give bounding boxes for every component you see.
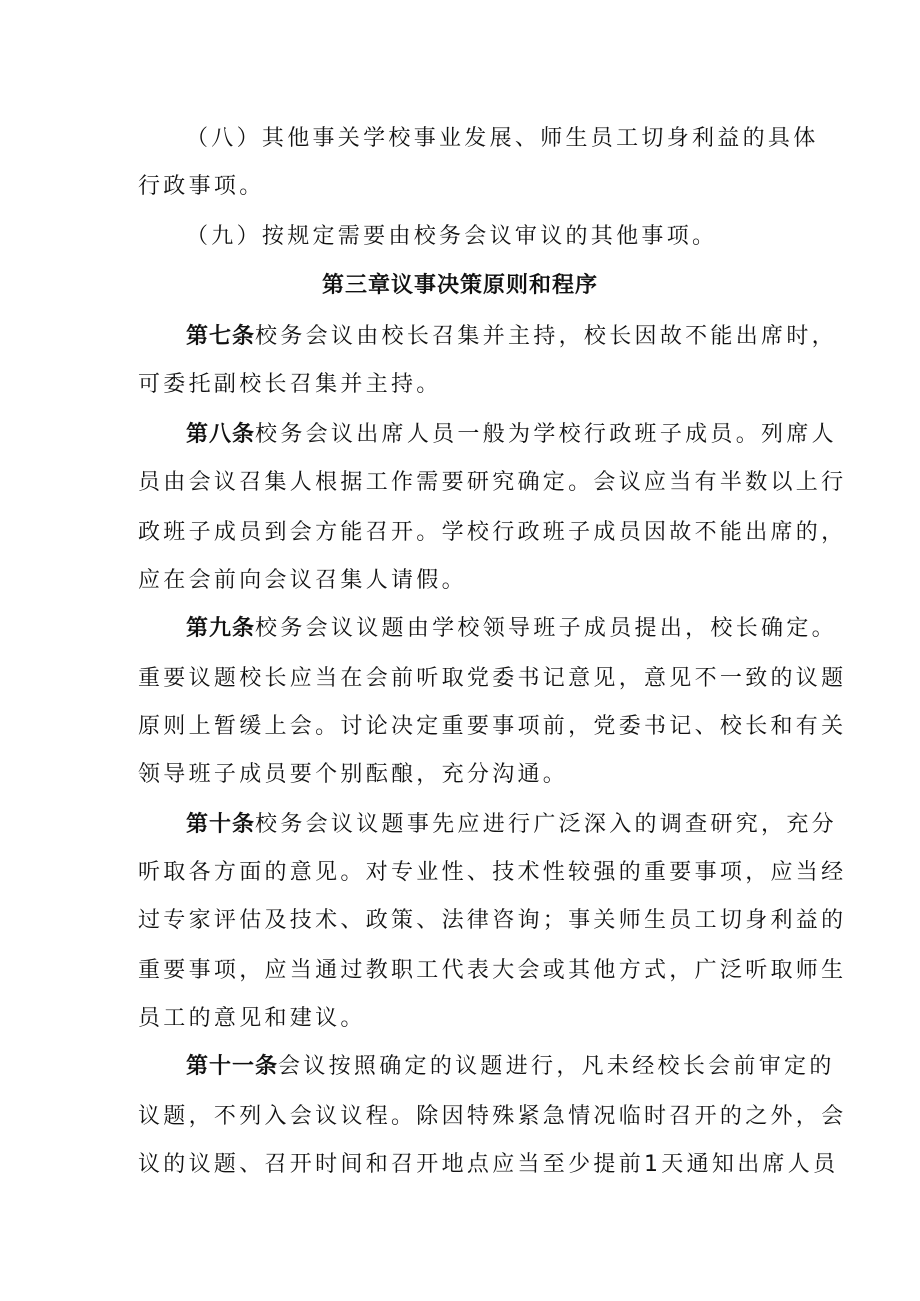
article-8-label: 第八条	[186, 422, 256, 447]
article-11-line-3: 议的议题、召开时间和召开地点应当至少提前1天通知出席人员	[138, 1152, 839, 1177]
article-11-line-1	[186, 1052, 835, 1082]
article-10-line-4: 重要事项，应当通过教职工代表大会或其他方式，广泛听取师生	[138, 958, 847, 983]
article-8-line-4: 应在会前向会议召集人请假。	[138, 568, 467, 593]
article-7-label: 第七条	[186, 324, 256, 349]
article-11-line-2: 议题，不列入会议议程。除因特殊紧急情况临时召开的之外，会	[138, 1104, 847, 1129]
article-11-label: 第十一条	[186, 1054, 279, 1079]
article-9-line-4: 领导班子成员要个别酝酿，充分沟通。	[138, 762, 569, 787]
article-8-line-3: 政班子成员到会方能召开。学校行政班子成员因故不能出席的，	[138, 520, 847, 545]
article-10-line-5: 员工的意见和建议。	[138, 1006, 366, 1031]
item-8-line-2: 行政事项。	[138, 174, 265, 199]
article-7-text-1: 校务会议由校长召集并主持，校长因故不能出席时，	[255, 324, 837, 349]
article-7-line-1	[186, 322, 837, 352]
article-10-text-1: 校务会议议题事先应进行广泛深入的调查研究，充分	[255, 812, 837, 837]
article-10-line-2: 听取各方面的意见。对专业性、技术性较强的重要事项，应当经	[138, 860, 847, 885]
article-10-label: 第十条	[186, 812, 256, 837]
article-10-line-3: 过专家评估及技术、政策、法律咨询；事关师生员工切身利益的	[138, 908, 847, 933]
article-9-text-1: 校务会议议题由学校领导班子成员提出，校长确定。	[255, 616, 837, 641]
article-10-line-1	[186, 810, 837, 840]
chapter-heading: 第三章议事决策原则和程序	[321, 273, 598, 298]
article-8-line-1	[186, 420, 837, 450]
article-9-line-2: 重要议题校长应当在会前听取党委书记意见，意见不一致的议题	[138, 666, 847, 691]
article-8-line-2: 员由会议召集人根据工作需要研究确定。会议应当有半数以上行	[138, 470, 847, 495]
article-8-text-1: 校务会议出席人员一般为学校行政班子成员。列席人	[255, 422, 837, 447]
article-9-line-3: 原则上暂缓上会。讨论决定重要事项前，党委书记、校长和有关	[138, 714, 847, 739]
article-9-line-1	[186, 614, 837, 644]
item-8-line-1: （八）其他事关学校事业发展、师生员工切身利益的具体	[186, 126, 819, 151]
article-7-line-2: 可委托副校长召集并主持。	[138, 372, 442, 397]
article-9-label: 第九条	[186, 616, 256, 641]
item-9-line-1: （九）按规定需要由校务会议审议的其他事项。	[186, 224, 718, 249]
article-11-text-1: 会议按照确定的议题进行，凡未经校长会前审定的	[278, 1054, 835, 1079]
